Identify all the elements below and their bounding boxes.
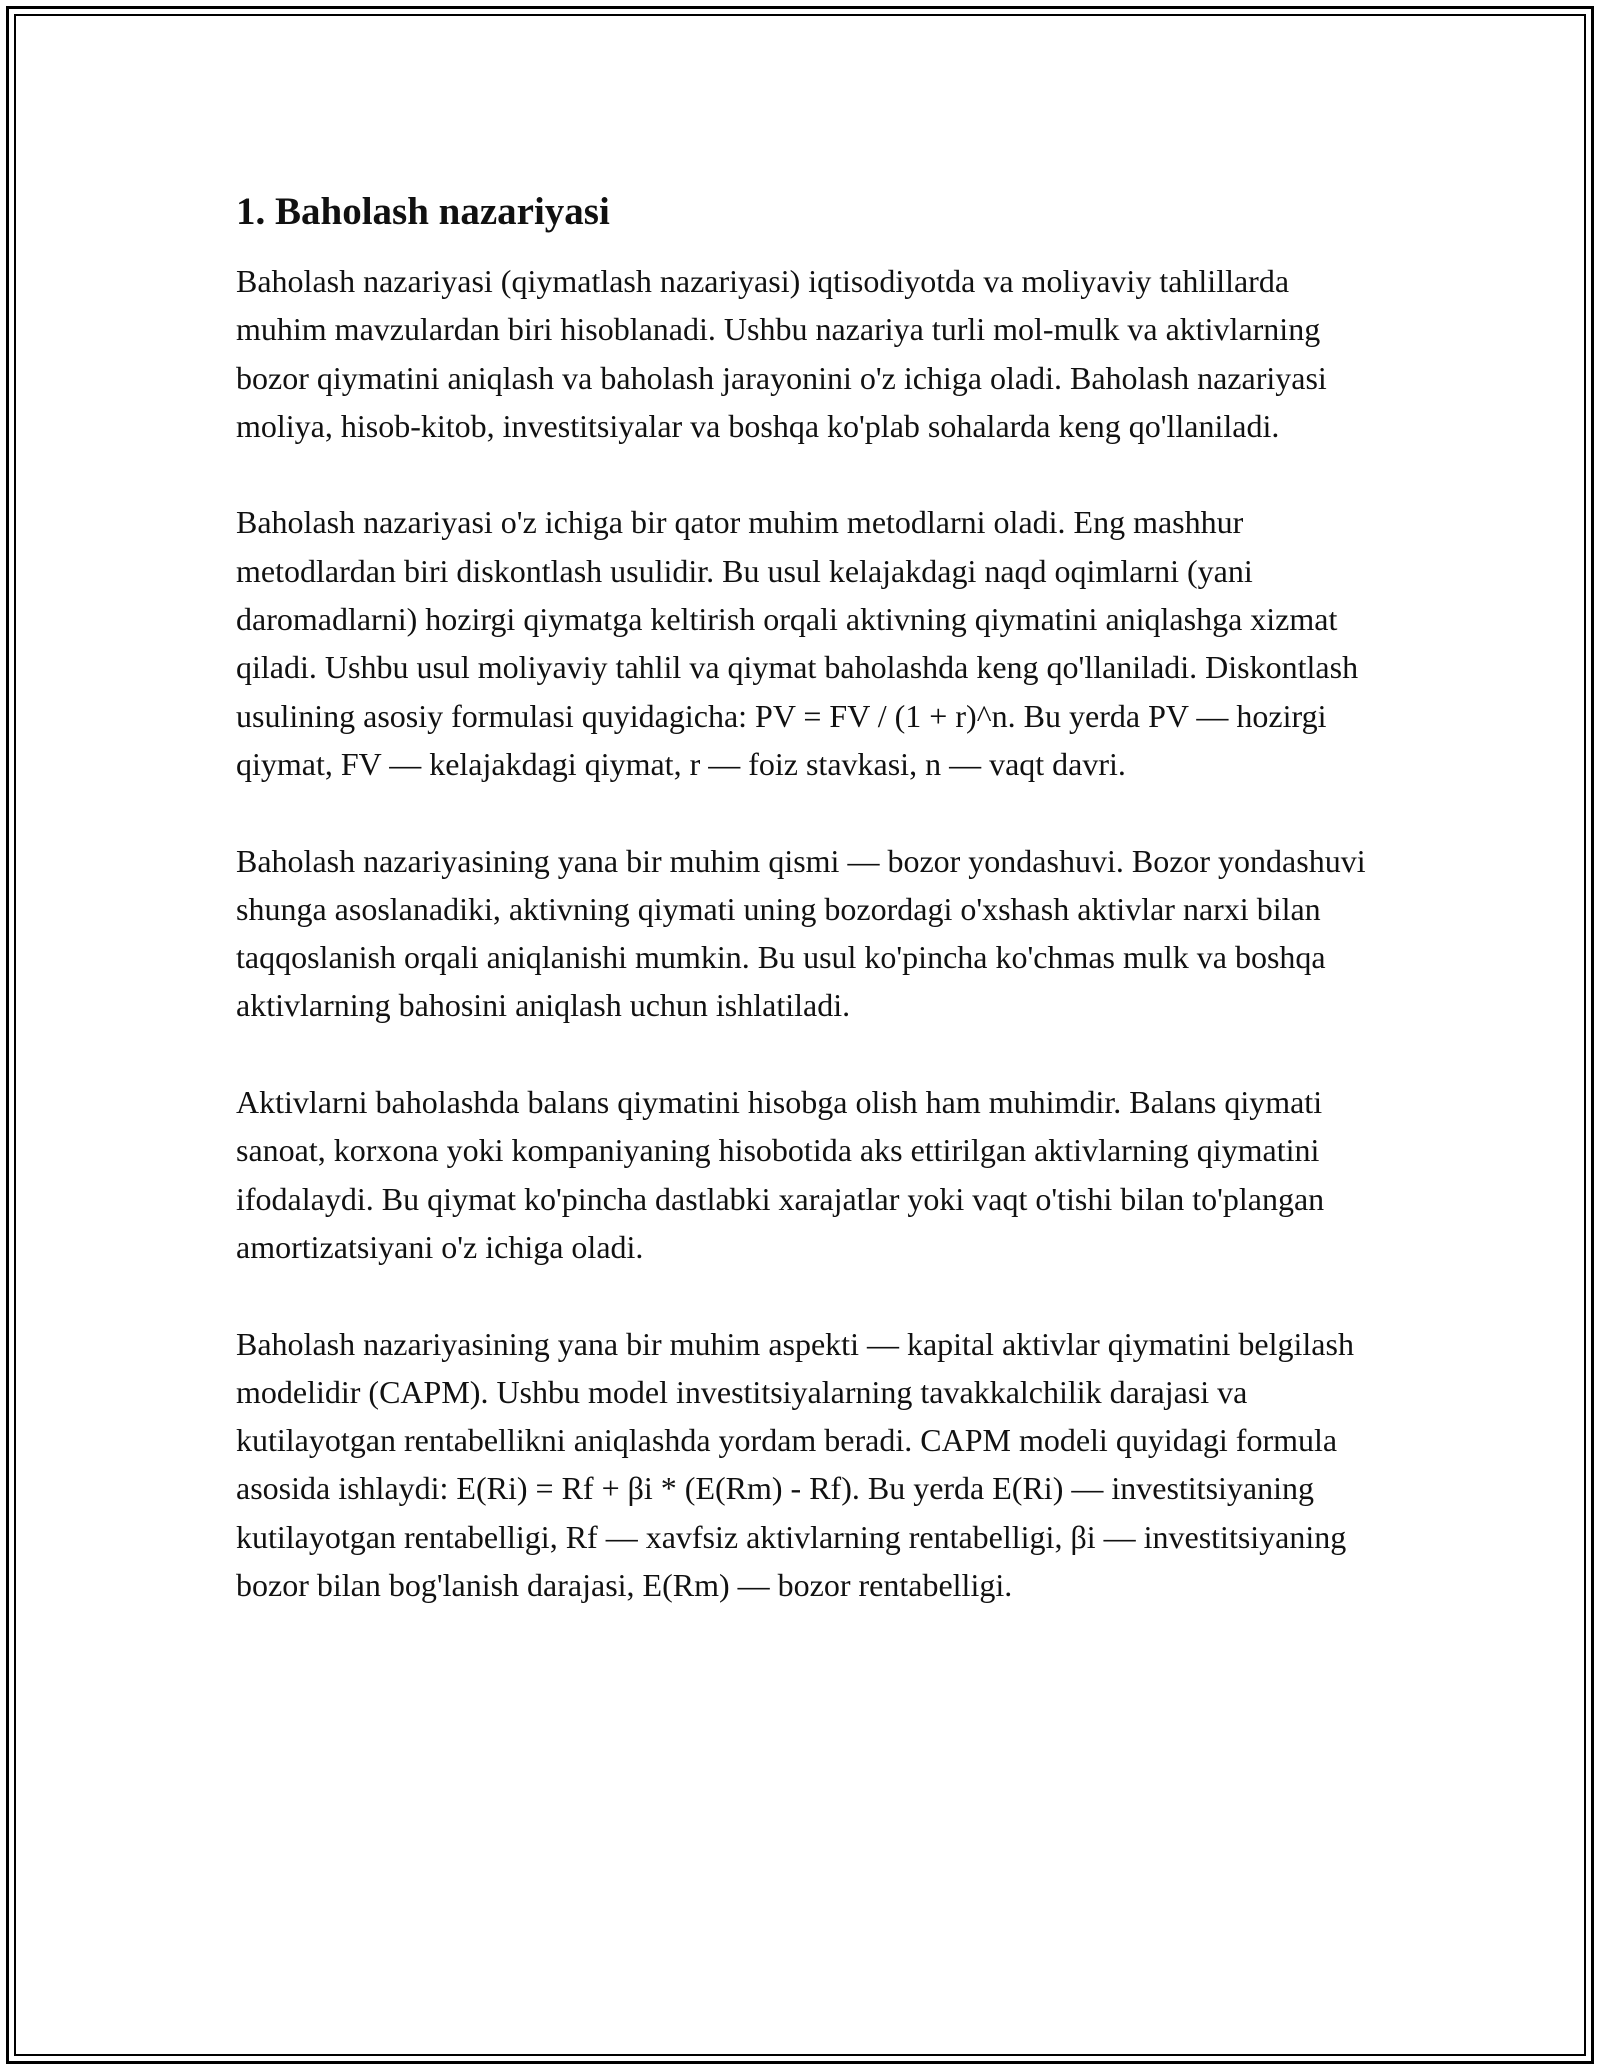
section-heading: 1. Baholash nazariyasi	[236, 190, 610, 233]
document-body	[236, 185, 1366, 1658]
paragraph-capm: Baholash nazariyasining yana bir muhim aspekti — kapital aktivlar qiymatini belgilash modelidir (CAPM). Ushbu model investitsiyalarning tavakkalchilik darajasi va kutilayotgan rentabellikni aniqlashda yordam beradi. CAPM modeli quyidagi formula asosida ishlaydi: E(Ri) = Rf + βi * (E(Rm) - Rf). Bu yerda E(Ri) — investitsiyaning kutilayotgan rentabelligi, Rf — xavfsiz aktivlarning rentabelligi, βi — investitsiyaning bozor bilan bog'lanish darajasi, E(Rm) — bozor rentabelligi.	[236, 1325, 1354, 1604]
paragraph-discounting: Baholash nazariyasi o'z ichiga bir qator muhim metodlarni oladi. Eng mashhur metodlardan biri diskontlash usulidir. Bu usul kelajakdagi naqd oqimlarni (yani daromadlarni) hozirgi qiymatga keltirish orqali aktivning qiymatini aniqlashga xizmat qiladi. Ushbu usul moliyaviy tahlil va qiymat baholashda keng qo'llaniladi. Diskontlash usulining asosiy formulasi quyidagicha: PV = FV / (1 + r)^n. Bu yerda PV — hozirgi qiymat, FV — kelajakdagi qiymat, r — foiz stavkasi, n — vaqt davri.	[236, 504, 1359, 782]
paragraph-intro: Baholash nazariyasi (qiymatlash nazariyasi) iqtisodiyotda va moliyaviy tahlillarda muhim mavzulardan biri hisoblanadi. Ushbu nazariya turli mol-mulk va aktivlarning bozor qiymatini aniqlash va baholash jarayonini o'z ichiga oladi. Baholash nazariyasi moliya, hisob-kitob, investitsiyalar va boshqa ko'plab sohalarda keng qo'llaniladi.	[236, 263, 1327, 444]
paragraph-market-approach: Baholash nazariyasining yana bir muhim qismi — bozor yondashuvi. Bozor yondashuvi shunga asoslanadiki, aktivning qiymati uning bozordagi o'xshash aktivlar narxi bilan taqqoslanish orqali aniqlanishi mumkin. Bu usul ko'pincha ko'chmas mulk va boshqa aktivlarning bahosini aniqlash uchun ishlatiladi.	[236, 842, 1366, 1024]
paragraph-book-value: Aktivlarni baholashda balans qiymatini hisobga olish ham muhimdir. Balans qiymati sanoat, korxona yoki kompaniyaning hisobotida aks ettirilgan aktivlarning qiymatini ifodalaydi. Bu qiymat ko'pincha dastlabki xarajatlar yoki vaqt o'tishi bilan to'plangan amortizatsiyani o'z ichiga oladi.	[236, 1084, 1325, 1265]
